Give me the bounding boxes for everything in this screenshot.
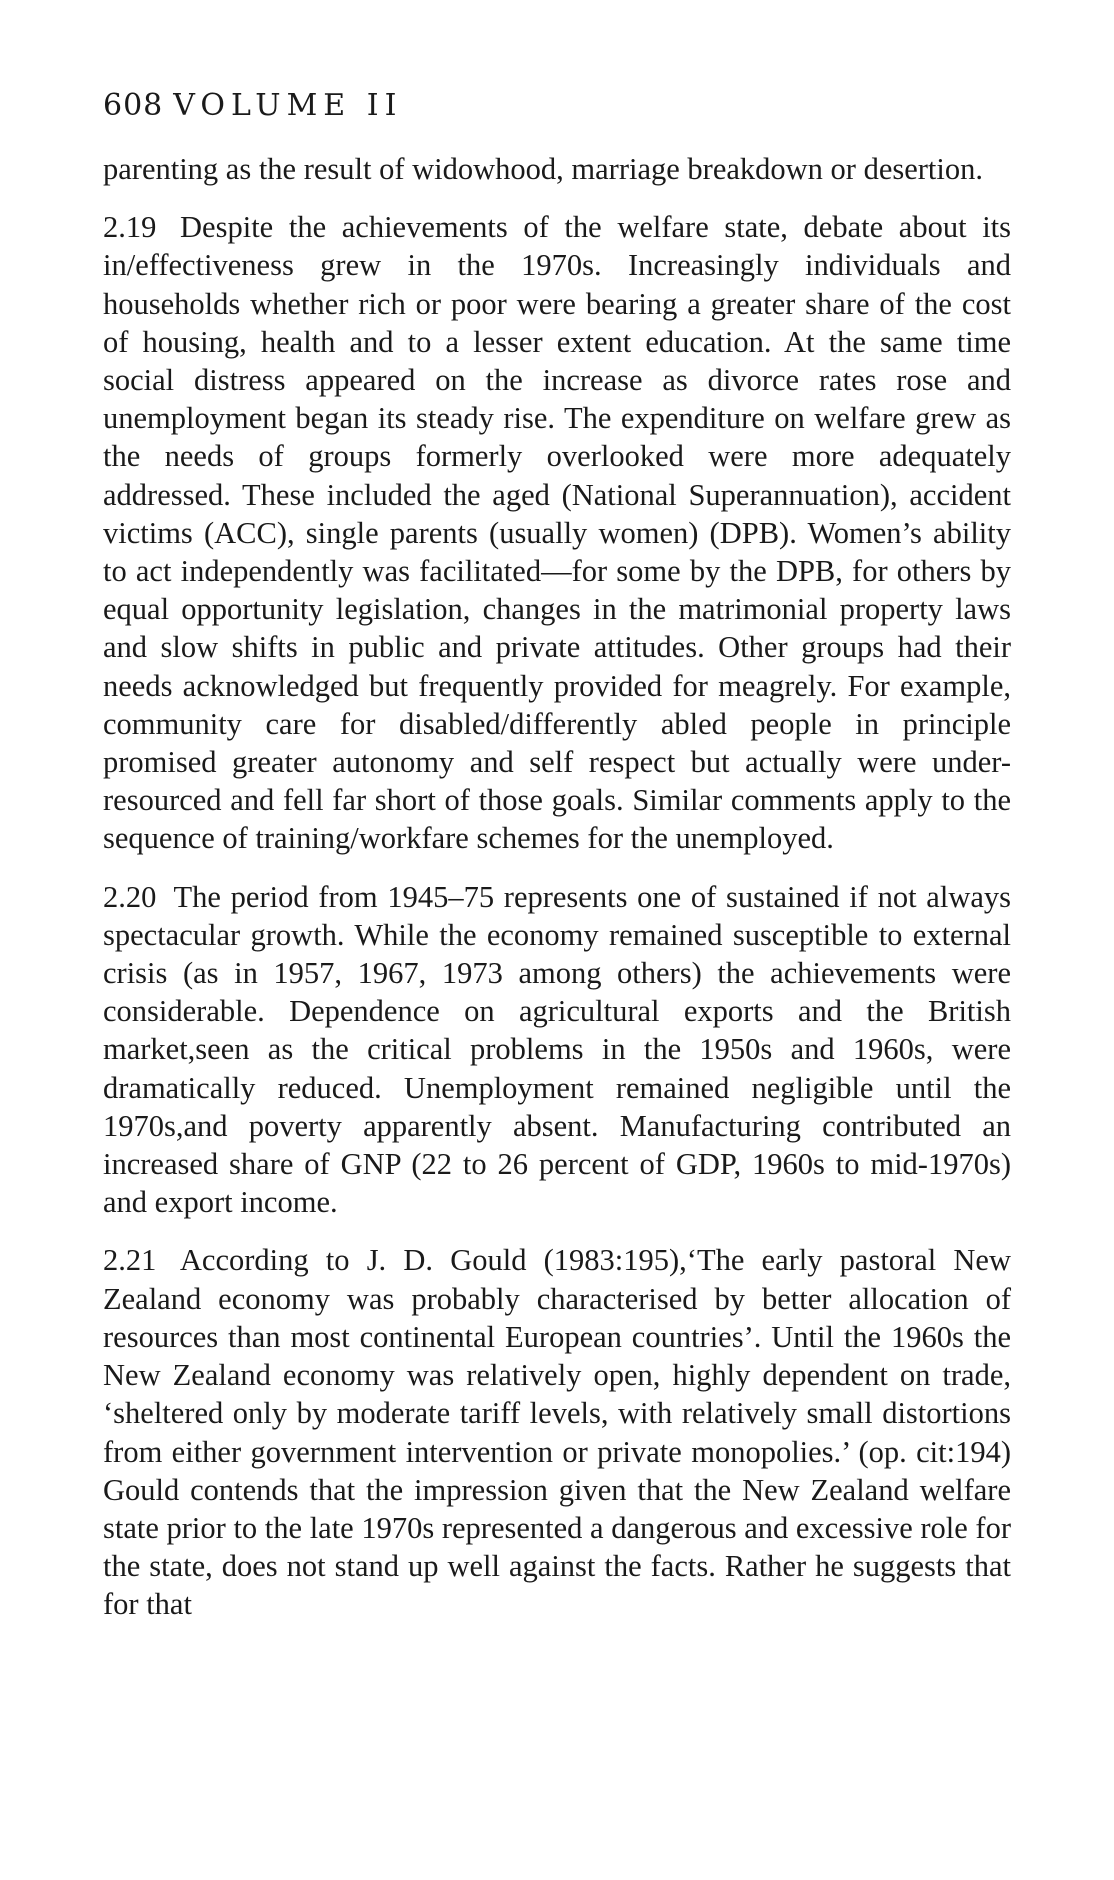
page-number: 608: [103, 88, 164, 123]
paragraph-number: 2.19: [103, 210, 157, 245]
paragraph-text: Despite the achievements of the welfare state, debate about its in/effectiveness grew in the 1970s. Increasingly individuals and households whether rich or poor were bearing a greater share of the cost of housing, health and to a lesser extent education. At the same time social distress appeared on the increase as divorce rates rose and unemployment began its steady rise. The expenditure on welfare grew as the needs of groups formerly overlooked were more adequately addressed. These included the aged (National Superannuation), accident victims (ACC), single parents (usually women) (DPB). Women’s ability to act independently was facilitated—for some by the DPB, for others by equal opportunity legislation, changes in the matrimonial property laws and slow shifts in public and private attitudes. Other groups had their needs acknowledged but frequently provided for meagrely. For example, community care for disabled/differently abled people in principle promised greater autonomy and self respect but actually were under-resourced and fell far short of those goals. Similar comments apply to the sequence of training/workfare schemes for the unemployed.: [103, 210, 1012, 856]
running-header: [103, 88, 1011, 124]
paragraph-2-20: [103, 878, 1011, 1222]
document-page: [103, 88, 1011, 1644]
paragraph-text: parenting as the result of widowhood, marriage breakdown or desertion.: [103, 152, 984, 186]
paragraph-text: According to J. D. Gould (1983:195),‘The early pastoral New Zealand economy was probably characterised by better allocation of resources than most continental European countries’. Until the 1960s the New Zealand economy was relatively open, highly dependent on trade, ‘sheltered only by moderate tariff levels, with relatively small distortions from either government intervention or private monopolies.’ (op. cit:194) Gould contends that the impression given that the New Zealand welfare state prior to the late 1970s represented a dangerous and excessive role for the state, does not stand up well against the facts. Rather he suggests that for that: [103, 1243, 1011, 1622]
paragraph-text: The period from 1945–75 represents one of sustained if not always spectacular growth. While the economy remained susceptible to external crisis (as in 1957, 1967, 1973 among others) the achievements were considerable. Dependence on agricultural exports and the British market,seen as the critical problems in the 1950s and 1960s, were dramatically reduced. Unemployment remained negligible until the 1970s,and poverty apparently absent. Manufacturing contributed an increased share of GNP (22 to 26 percent of GDP, 1960s to mid-1970s) and export income.: [103, 879, 1011, 1220]
volume-label: VOLUME II: [173, 88, 403, 123]
paragraph-number: 2.21: [103, 1243, 157, 1278]
paragraph-number: 2.20: [103, 879, 157, 914]
paragraph-2-19: [103, 208, 1011, 857]
paragraph-continued: [103, 150, 1011, 188]
paragraph-2-21: [103, 1241, 1011, 1623]
